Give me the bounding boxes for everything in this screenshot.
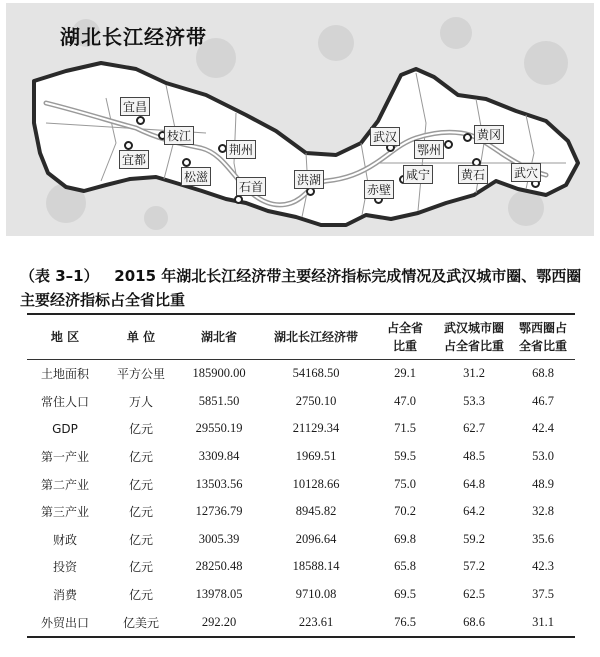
cell-belt-share: 47.0 [394,393,416,408]
cell-hubei-value: 12736.79 [195,504,243,519]
cell-unit: 亿元 [128,560,153,575]
cell-unit: 亿美元 [122,615,159,630]
city-label-wuhan: 武汉 [370,127,400,146]
table-row [27,443,575,471]
table-title: 2015 年湖北长江经济带主要经济指标完成情况及武汉城市圈、鄂西圈主要经济指标占全省比重 [20,267,582,309]
cell-region: 第一产业 [40,450,89,465]
cell-exi-share: 68.8 [532,366,554,381]
cell-wuhan-share: 64.2 [463,504,485,519]
table-row [27,526,575,554]
table-row [27,388,575,416]
city-label-huanggang: 黄冈 [474,125,504,144]
cell-region: 第三产业 [40,505,89,520]
table-row [27,498,575,526]
city-marker-icon [124,141,133,150]
cell-region: 土地面积 [40,367,89,382]
cell-region: 消费 [52,588,77,603]
cell-region: 外贸出口 [40,615,89,630]
cell-belt-value: 8945.82 [295,504,337,519]
cell-belt-share: 70.2 [394,504,416,519]
cell-unit: 万人 [128,394,153,409]
table-body [27,360,575,637]
cell-wuhan-share: 48.5 [463,449,485,464]
city-marker-icon [463,133,472,142]
table-number: （表 3–1） [20,267,99,285]
cell-wuhan-share: 64.8 [463,476,485,491]
cell-hubei-value: 13978.05 [195,587,243,602]
city-marker-icon [444,140,453,149]
cell-belt-share: 76.5 [394,614,416,629]
cell-unit: 平方公里 [116,367,165,382]
city-label-shishou: 石首 [236,177,266,196]
city-label-ezhou: 鄂州 [414,140,444,159]
cell-unit: 亿元 [128,477,153,492]
cell-belt-value: 54168.50 [292,366,340,381]
cell-exi-share: 42.3 [532,559,554,574]
column-header-belt-share: 占全省 比重 [373,314,437,360]
cell-belt-share: 59.5 [394,449,416,464]
cell-region: 财政 [52,532,77,547]
table-row [27,581,575,609]
cell-wuhan-share: 31.2 [463,366,485,381]
cell-unit: 亿元 [128,588,153,603]
column-header-unit: 单 位 [103,314,179,360]
cell-hubei-value: 3005.39 [198,531,240,546]
city-label-jingzhou: 荆州 [226,140,256,159]
table-header-row [27,314,575,360]
city-label-zhijiang: 枝江 [164,126,194,145]
cell-hubei-value: 3309.84 [198,449,240,464]
table-row [27,470,575,498]
city-label-huangshi: 黄石 [458,165,488,184]
column-header-region: 地 区 [27,314,103,360]
cell-belt-share: 69.5 [394,587,416,602]
table-row [27,360,575,388]
cell-hubei-value: 13503.56 [195,476,243,491]
cell-belt-share: 69.8 [394,531,416,546]
cell-wuhan-share: 53.3 [463,393,485,408]
cell-exi-share: 37.5 [532,587,554,602]
cell-belt-value: 10128.66 [292,476,340,491]
city-label-wuxue: 武穴 [511,163,541,182]
cell-hubei-value: 28250.48 [195,559,243,574]
table-row [27,553,575,581]
cell-exi-share: 53.0 [532,449,554,464]
cell-belt-value: 9710.08 [295,587,337,602]
cell-belt-value: 2750.10 [295,393,337,408]
cell-exi-share: 35.6 [532,531,554,546]
table-caption [20,264,588,312]
cell-region: 第二产业 [40,477,89,492]
cell-belt-share: 29.1 [394,366,416,381]
cell-region: 投资 [52,560,77,575]
cell-unit: 亿元 [128,532,153,547]
column-header-wuhan-share: 武汉城市圈 占全省比重 [437,314,511,360]
cell-belt-value: 223.61 [298,614,334,629]
cell-exi-share: 32.8 [532,504,554,519]
map-figure [6,3,594,236]
cell-wuhan-share: 57.2 [463,559,485,574]
city-label-yichang: 宜昌 [120,97,150,116]
economic-indicators-table [27,313,575,638]
cell-belt-share: 75.0 [394,476,416,491]
cell-wuhan-share: 62.5 [463,587,485,602]
cell-belt-value: 1969.51 [295,449,337,464]
cell-exi-share: 48.9 [532,476,554,491]
cell-hubei-value: 292.20 [201,614,237,629]
column-header-belt: 湖北长江经济带 [259,314,373,360]
cell-unit: 亿元 [128,505,153,520]
cell-unit: 亿元 [128,422,153,437]
cell-exi-share: 42.4 [532,421,554,436]
cell-belt-share: 65.8 [394,559,416,574]
cell-belt-value: 2096.64 [295,531,337,546]
city-label-honghu: 洪湖 [294,170,324,189]
city-marker-icon [182,158,191,167]
city-label-yidu: 宜都 [119,150,149,169]
cell-unit: 亿元 [128,450,153,465]
cell-belt-value: 18588.14 [292,559,340,574]
cell-region: 常住人口 [40,394,89,409]
cell-exi-share: 46.7 [532,393,554,408]
column-header-exi-share: 鄂西圈占 全省比重 [511,314,575,360]
cell-hubei-value: 5851.50 [198,393,240,408]
cell-hubei-value: 29550.19 [195,421,243,436]
city-label-xianning: 咸宁 [403,165,433,184]
city-label-chibi: 赤壁 [364,180,394,199]
cell-wuhan-share: 59.2 [463,531,485,546]
city-label-songzi: 松滋 [181,167,211,186]
cell-belt-value: 21129.34 [292,421,340,436]
cell-hubei-value: 185900.00 [192,366,246,381]
city-marker-icon [136,116,145,125]
cell-exi-share: 31.1 [532,614,554,629]
cell-belt-share: 71.5 [394,421,416,436]
city-marker-icon [234,195,243,204]
map-title: 湖北长江经济带 [60,25,207,49]
table-row [27,608,575,637]
cell-region: GDP [52,421,78,436]
cell-wuhan-share: 62.7 [463,421,485,436]
column-header-hubei: 湖北省 [179,314,259,360]
table-row [27,415,575,443]
cell-wuhan-share: 68.6 [463,614,485,629]
